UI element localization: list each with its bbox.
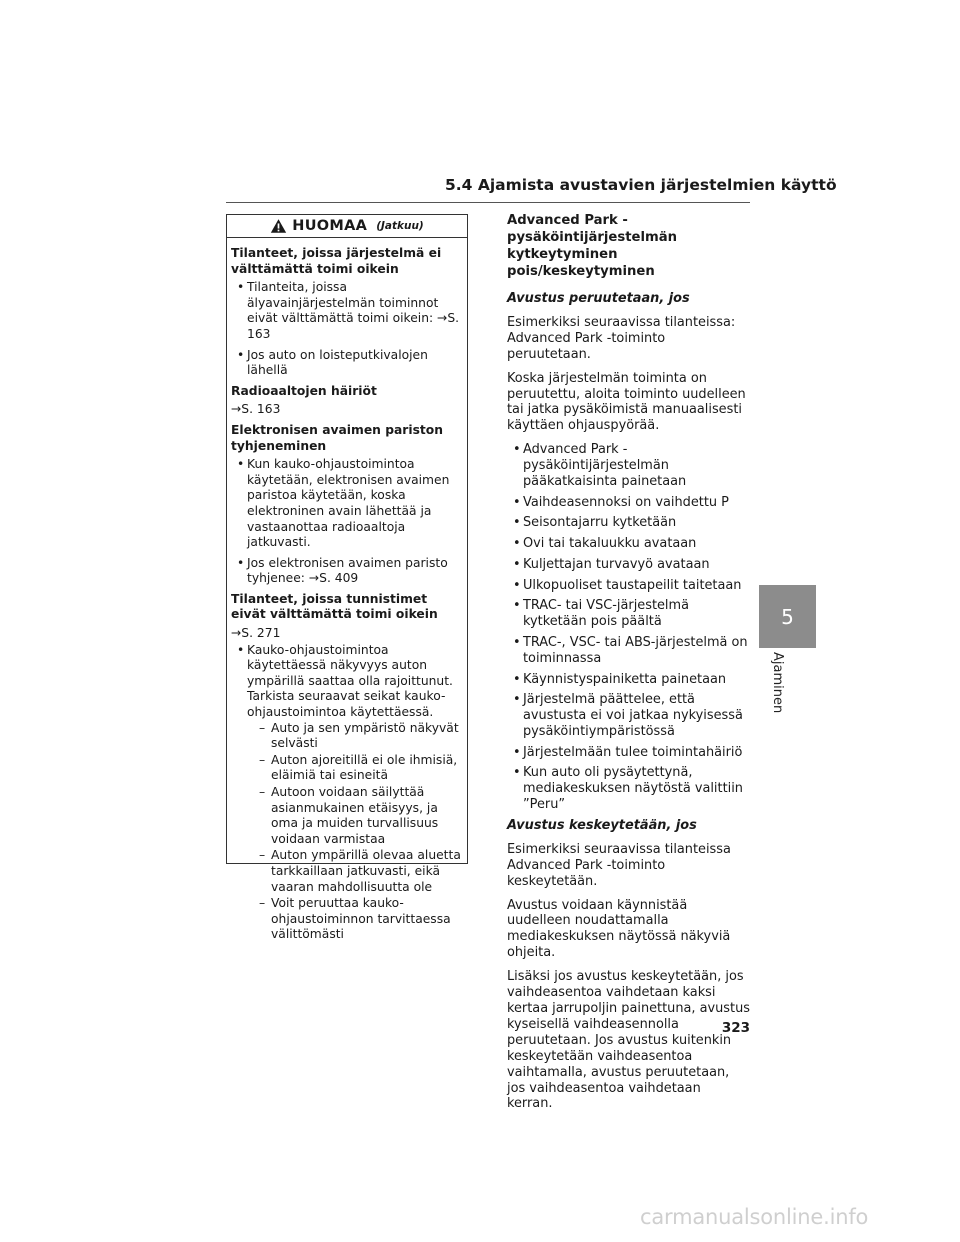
list-item: • Ulkopuoliset taustapeilit taitetaan (507, 578, 750, 594)
list-item: • Advanced Park -pysäköintijärjestelmän pääkatkaisinta painetaan (507, 442, 750, 490)
notice-dash-item: – Auton ympärillä olevaa aluetta tarkkaillaan jatkuvasti, eikä vaaran mahdollisuutta ole (243, 848, 461, 895)
notice-title: HUOMAA (292, 218, 368, 234)
subheading: Avustus peruutetaan, jos (507, 291, 690, 306)
notice-header (227, 215, 467, 238)
header-divider (226, 202, 750, 203)
watermark: carmanualsonline.info (640, 1205, 869, 1229)
notice-dash-item: – Auto ja sen ympäristö näkyvät selvästi (243, 721, 461, 752)
paragraph: Koska järjestelmän toiminta on peruutettu, aloita toiminto uudelleen tai jatka pysäköimistä manuaalisesti käyttäen ohjauspyörää. (507, 370, 746, 434)
subheading: Avustus keskeytetään, jos (507, 817, 697, 833)
list-item: • Käynnistyspainiketta painetaan (507, 672, 750, 688)
notice-subtitle: (Jatkuu) (376, 220, 424, 232)
notice-heading: Elektronisen avaimen pariston tyhjeneminen (231, 422, 443, 453)
section-header: 5.4 Ajamista avustavien järjestelmien käyttö (445, 176, 837, 194)
notice-bullet: • Kun kauko-ohjaustoimintoa käytetään, elektronisen avaimen paristoa käytetään, koska elektroninen avain lähettää ja vastaanottaa radioaaltoja jatkuvasti. (231, 457, 461, 551)
notice-box (226, 214, 468, 942)
notice-dash-item: – Voit peruuttaa kauko-ohjaustoiminnon tarvittaessa välittömästi (243, 896, 461, 943)
list-item: • Järjestelmään tulee toimintahäiriö (507, 745, 750, 761)
list-item: • Vaihdeasennoksi on vaihdettu P (507, 495, 750, 511)
right-column (507, 212, 750, 1120)
notice-heading: Tilanteet, joissa tunnistimet eivät välttämättä toimi oikein (231, 591, 438, 622)
notice-bullet: • Jos auto on loisteputkivalojen lähellä (231, 348, 461, 379)
notice-bullet: • Kauko-ohjaustoimintoa käytettäessä näkyvyys auton ympärillä saattaa olla rajoittunut. Tarkista seuraavat seikat kauko-ohjaustoimintoa käytettäessä. (231, 643, 461, 721)
notice-bullet: • Tilanteita, joissa älyavainjärjestelmän toiminnot eivät välttämättä toimi oikein: →S. 163 (231, 280, 461, 342)
list-item: • Kun auto oli pysäytettynä, mediakeskuksen näytöstä valittiin ”Peru” (507, 765, 750, 813)
notice-body (227, 238, 467, 943)
paragraph: Avustus voidaan käynnistää uudelleen noudattamalla mediakeskuksen näytössä näkyviä ohjeita. (507, 897, 731, 961)
page-number: 323 (721, 1020, 750, 1036)
notice-reference: →S. 271 (231, 626, 281, 641)
list-item: • TRAC-, VSC- tai ABS-järjestelmä on toiminnassa (507, 635, 750, 667)
notice-dash-item: – Autoon voidaan säilyttää asianmukainen etäisyys, ja oma ja muiden turvallisuus voidaan varmistaa (243, 785, 461, 847)
paragraph: Lisäksi jos avustus keskeytetään, jos vaihdeasentoa vaihdetaan kaksi kertaa jarrupoljin painettuna, avustus kyseisellä vaihdeasennolla peruutetaan. Jos avustus kuitenkin keskeytetään vaihdeasentoa vaihtamalla, avustus peruutetaan, jos vaihdeasentoa vaihdetaan kerran. (507, 969, 750, 1112)
section-heading: Advanced Park -pysäköintijärjestelmän kytkeytyminen pois/keskeytyminen (507, 213, 678, 279)
notice-reference: →S. 163 (231, 402, 281, 417)
list-item: • Kuljettajan turvavyö avataan (507, 557, 750, 573)
warning-triangle-icon (270, 218, 287, 234)
list-item: • TRAC- tai VSC-järjestelmä kytketään pois päältä (507, 598, 750, 630)
chapter-label: Ajaminen (770, 652, 785, 714)
notice-heading: Radioaaltojen häiriöt (231, 383, 377, 398)
notice-bullet: • Jos elektronisen avaimen paristo tyhjenee: →S. 409 (231, 556, 461, 587)
notice-heading: Tilanteet, joissa järjestelmä ei välttämättä toimi oikein (231, 246, 442, 276)
chapter-number: 5 (781, 604, 794, 629)
list-item: • Seisontajarru kytketään (507, 515, 750, 531)
paragraph: Esimerkiksi seuraavissa tilanteissa Advanced Park -toiminto keskeytetään. (507, 841, 731, 889)
paragraph: Esimerkiksi seuraavissa tilanteissa: Advanced Park -toiminto peruutetaan. (507, 314, 736, 362)
chapter-tab (759, 585, 816, 648)
notice-dash-item: – Auton ajoreitillä ei ole ihmisiä, eläimiä tai esineitä (243, 753, 461, 784)
list-item: • Ovi tai takaluukku avataan (507, 536, 750, 552)
list-item: • Järjestelmä päättelee, että avustusta ei voi jatkaa nykyisessä pysäköintiympäristössä (507, 692, 750, 740)
